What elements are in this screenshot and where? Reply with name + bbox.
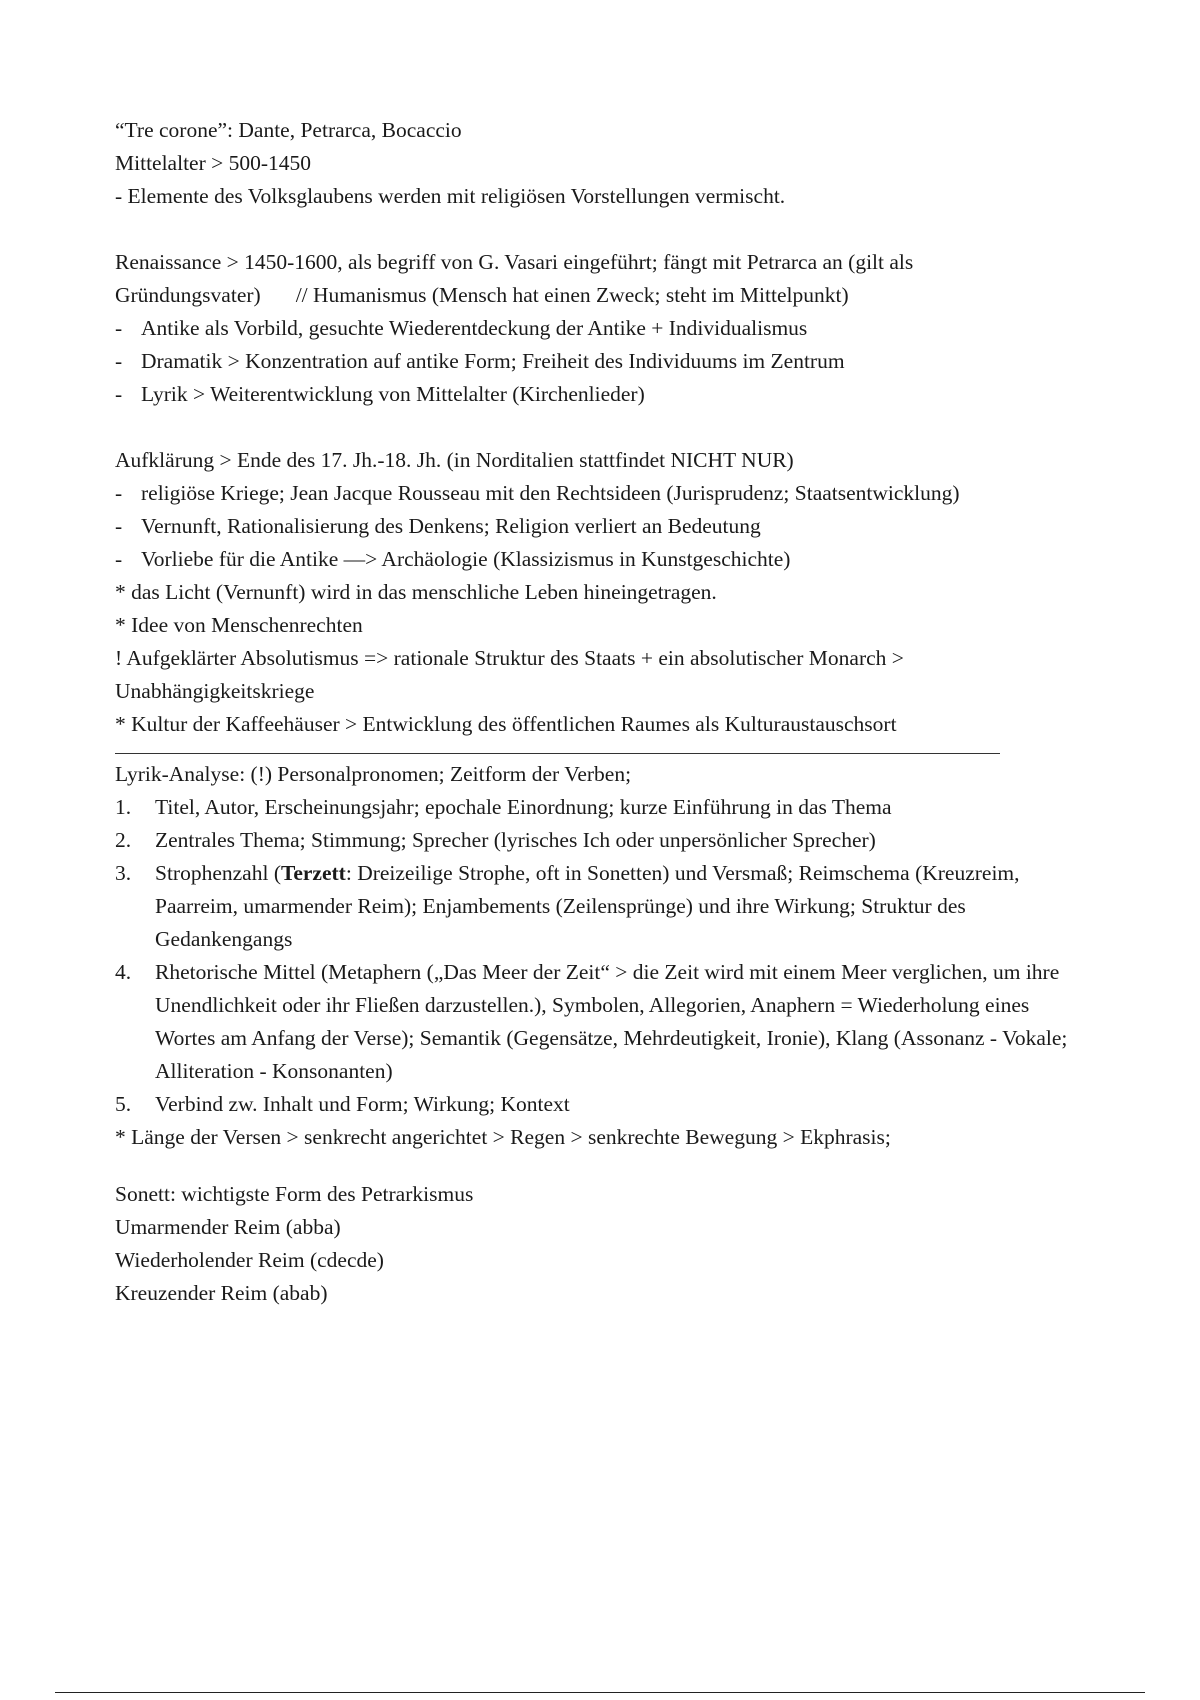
list-item	[115, 477, 1075, 510]
item-number: 3.	[115, 861, 132, 885]
list-item	[115, 345, 1075, 378]
dash-marker: -	[115, 382, 123, 406]
item-text: Zentrales Thema; Stimmung; Sprecher (lyrisches Ich oder unpersönlicher Sprecher)	[155, 828, 876, 852]
list-item-text: Lyrik > Weiterentwicklung von Mittelalter (Kirchenlieder)	[141, 382, 645, 406]
item-number: 2.	[115, 828, 132, 852]
numbered-item	[115, 791, 1075, 824]
note-absolutismus-cont: Unabhängigkeitskriege	[115, 679, 315, 703]
numbered-item	[115, 956, 1075, 1088]
spacer	[115, 1154, 1075, 1178]
item-number: 5.	[115, 1092, 132, 1116]
dash-marker: -	[115, 316, 123, 340]
aufklaerung-heading: Aufklärung > Ende des 17. Jh.-18. Jh. (in Norditalien stattfindet NICHT NUR)	[115, 448, 794, 472]
item-text: Titel, Autor, Erscheinungsjahr; epochale Einordnung; kurze Einführung in das Thema	[155, 795, 892, 819]
list-item	[115, 510, 1075, 543]
dash-marker: -	[115, 547, 123, 571]
renaissance-heading-cont	[115, 279, 1075, 312]
sonett-line: Sonett: wichtigste Form des Petrarkismus	[115, 1182, 474, 1206]
section-aufklaerung	[115, 444, 1075, 741]
section-sonett	[115, 1178, 1075, 1310]
lyrik-heading: Lyrik-Analyse: (!) Personalpronomen; Zeitform der Verben;	[115, 762, 632, 786]
numbered-item	[115, 824, 1075, 857]
list-item	[115, 378, 1075, 411]
renaissance-heading: Renaissance > 1450-1600, als begriff von G. Vasari eingeführt; fängt mit Petrarca an (gilt als	[115, 250, 914, 274]
kreuzender-reim-line: Kreuzender Reim (abab)	[115, 1281, 328, 1305]
item-number: 4.	[115, 960, 132, 984]
section-mittelalter	[115, 114, 1075, 213]
mittelalter-line: Mittelalter > 500-1450	[115, 151, 312, 175]
numbered-item	[115, 1088, 1075, 1121]
section-renaissance	[115, 246, 1075, 411]
numbered-item	[115, 857, 1075, 956]
list-item	[115, 543, 1075, 576]
note-versen: * Länge der Versen > senkrecht angerichtet > Regen > senkrechte Bewegung > Ekphrasis;	[115, 1125, 891, 1149]
list-item	[115, 312, 1075, 345]
page-bottom-rule	[55, 1692, 1145, 1693]
humanismus-text: // Humanismus (Mensch hat einen Zweck; steht im Mittelpunkt)	[295, 283, 849, 307]
item-text	[155, 857, 1075, 956]
terzett-term: Terzett	[280, 861, 346, 885]
note-menschenrechte: * Idee von Menschenrechten	[115, 613, 363, 637]
section-lyrik-analyse	[115, 758, 1075, 1154]
item-text: Verbind zw. Inhalt und Form; Wirkung; Kontext	[155, 1092, 570, 1116]
list-item-text: Dramatik > Konzentration auf antike Form; Freiheit des Individuums im Zentrum	[141, 349, 845, 373]
list-item-text: Vernunft, Rationalisierung des Denkens; Religion verliert an Bedeutung	[141, 514, 761, 538]
volksglauben-line: - Elemente des Volksglaubens werden mit religiösen Vorstellungen vermischt.	[115, 184, 786, 208]
document-page	[115, 114, 1075, 1310]
list-item-text: Antike als Vorbild, gesuchte Wiederentdeckung der Antike + Individualismus	[141, 316, 808, 340]
item-text-post: : Dreizeilige Strophe, oft in Sonetten) und Versmaß; Reimschema (Kreuzreim, Paarreim, umarmender Reim); Enjambements (Zeilensprünge) und ihre Wirkung; Struktur des Gedankengangs	[155, 861, 1020, 951]
item-number: 1.	[115, 795, 132, 819]
tre-corone-line: “Tre corone”: Dante, Petrarca, Bocaccio	[115, 118, 462, 142]
dash-marker: -	[115, 349, 123, 373]
section-divider	[115, 753, 1000, 754]
dash-marker: -	[115, 481, 123, 505]
gruendungsvater-text: Gründungsvater)	[115, 283, 261, 307]
umarmender-reim-line: Umarmender Reim (abba)	[115, 1215, 341, 1239]
item-text-pre: Strophenzahl (	[155, 861, 281, 885]
note-kaffeehaeuser: * Kultur der Kaffeehäuser > Entwicklung des öffentlichen Raumes als Kulturaustauschsort	[115, 712, 897, 736]
list-item-text: Vorliebe für die Antike —> Archäologie (Klassizismus in Kunstgeschichte)	[141, 547, 791, 571]
dash-marker: -	[115, 514, 123, 538]
note-licht: * das Licht (Vernunft) wird in das menschliche Leben hineingetragen.	[115, 580, 717, 604]
spacer	[115, 411, 1075, 444]
wiederholender-reim-line: Wiederholender Reim (cdecde)	[115, 1248, 384, 1272]
note-absolutismus: ! Aufgeklärter Absolutismus => rationale Struktur des Staats + ein absolutischer Monarch >	[115, 646, 904, 670]
list-item-text: religiöse Kriege; Jean Jacque Rousseau mit den Rechtsideen (Jurisprudenz; Staatsentwicklung)	[141, 481, 960, 505]
item-text: Rhetorische Mittel (Metaphern („Das Meer der Zeit“ > die Zeit wird mit einem Meer verglichen, um ihre Unendlichkeit oder ihr Fließen darzustellen.), Symbolen, Allegorien, Anaphern = Wiederholung eines Wortes am Anfang der Verse); Semantik (Gegensätze, Mehrdeutigkeit, Ironie), Klang (Assonanz - Vokale; Alliteration - Konsonanten)	[155, 960, 1068, 1083]
spacer	[115, 213, 1075, 246]
